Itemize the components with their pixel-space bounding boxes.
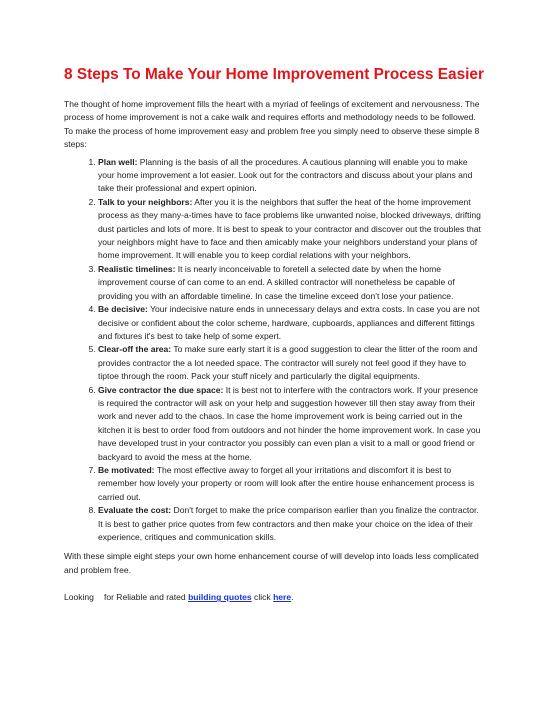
step-heading: Give contractor the due space: bbox=[98, 384, 224, 395]
building-quotes-link[interactable]: building quotes bbox=[188, 592, 252, 603]
list-item bbox=[98, 263, 482, 303]
step-heading: Be decisive: bbox=[98, 304, 148, 315]
step-text: It is nearly inconceivable to foretell a selected date by when the home improvement course of can come to an end. A skilled contractor will nonetheless be capable of providing you with an affordable timeline. In case the timeline exceed don't lose your patience. bbox=[98, 263, 455, 301]
list-item bbox=[98, 303, 482, 343]
list-item bbox=[98, 464, 482, 504]
closing-paragraph: With these simple eight steps your own home enhancement course of will develop into loads less complicated and problem free. bbox=[64, 551, 479, 575]
list-item bbox=[98, 343, 482, 383]
footer-prefix: Looking bbox=[64, 592, 94, 603]
step-text: The most effective away to forget all your irritations and discomfort it is best to remember how lovely your property or room will look after the entire house enhancement process is carried out. bbox=[98, 464, 475, 502]
footer-line bbox=[64, 591, 482, 604]
step-heading: Clear-off the area: bbox=[98, 344, 172, 355]
list-item bbox=[98, 384, 482, 464]
step-heading: Realistic timelines: bbox=[98, 263, 176, 274]
step-text: Don't forget to make the price comparison earlier than you finalize the contractor. It is best to gather price quotes from few contractors and then make your choice on the idea of their experience, critiques and communication skills. bbox=[98, 505, 479, 542]
step-text: After you it is the neighbors that suffer the heat of the home improvement process as they many-a-times have to face problems like unwanted noise, blocked driveways, drifting dust particles and lots of more. It is best to speak to your contractor and discover out the troubles that your neighbors might have to face and then amicably make your neighbors understand your plans of home improvement. It will enable you to keep cordial relations with your neighbors. bbox=[98, 196, 481, 261]
steps-list bbox=[64, 156, 482, 545]
footer-between: click bbox=[251, 592, 274, 603]
footer-end: . bbox=[291, 592, 294, 603]
step-heading: Plan well: bbox=[98, 156, 138, 167]
step-text: Your indecisive nature ends in unnecessary delays and extra costs. In case you are not decisive or confident about the color scheme, hardware, cupboards, appliances and different fittings and fixtures it's best to take help of some expert. bbox=[98, 304, 480, 341]
footer-middle: for Reliable and rated bbox=[103, 592, 189, 603]
list-item bbox=[98, 156, 482, 196]
step-text: Planning is the basis of all the procedures. A cautious planning will enable you to make your home improvement a lot easier. Look out for the contractors and discuss about your plans and take their professional and expert opinion. bbox=[98, 156, 473, 194]
article-body bbox=[64, 98, 482, 605]
list-item bbox=[98, 196, 482, 263]
here-link[interactable]: here bbox=[273, 592, 292, 603]
step-heading: Evaluate the cost: bbox=[98, 505, 172, 516]
intro-paragraph: The thought of home improvement fills the heart with a myriad of feelings of excitement and nervousness. The process of home improvement is not a cake walk and requires efforts and methodology needs to be followed. To make the process of home improvement easy and problem free you simply need to observe these simple 8 steps: bbox=[64, 99, 480, 150]
step-heading: Be motivated: bbox=[98, 464, 155, 475]
step-text: It is best not to interfere with the contractors work. If your presence is required the contractor will ask on your help and suggestion however till then stay away from their work and never add to the chaos. In case the home improvement work is being carried out in the kitchen it is best to order food from outdoors and not hinder the home improvement work. In case you have developed trust in your contractor you possibly can even plan a visit to a mall or good friend or backyard to avoid the mess at the home. bbox=[98, 384, 481, 462]
page-title: 8 Steps To Make Your Home Improvement Process Easier bbox=[64, 66, 484, 83]
step-heading: Talk to your neighbors: bbox=[98, 196, 193, 207]
list-item bbox=[98, 504, 482, 544]
step-text: To make sure early start it is a good suggestion to clear the litter of the room and provides contractor the a lot needed space. The contractor will surely not feel good if they have to tiptoe through the room. Pack your stuff nicely and particularly the digital equipments. bbox=[98, 344, 478, 382]
